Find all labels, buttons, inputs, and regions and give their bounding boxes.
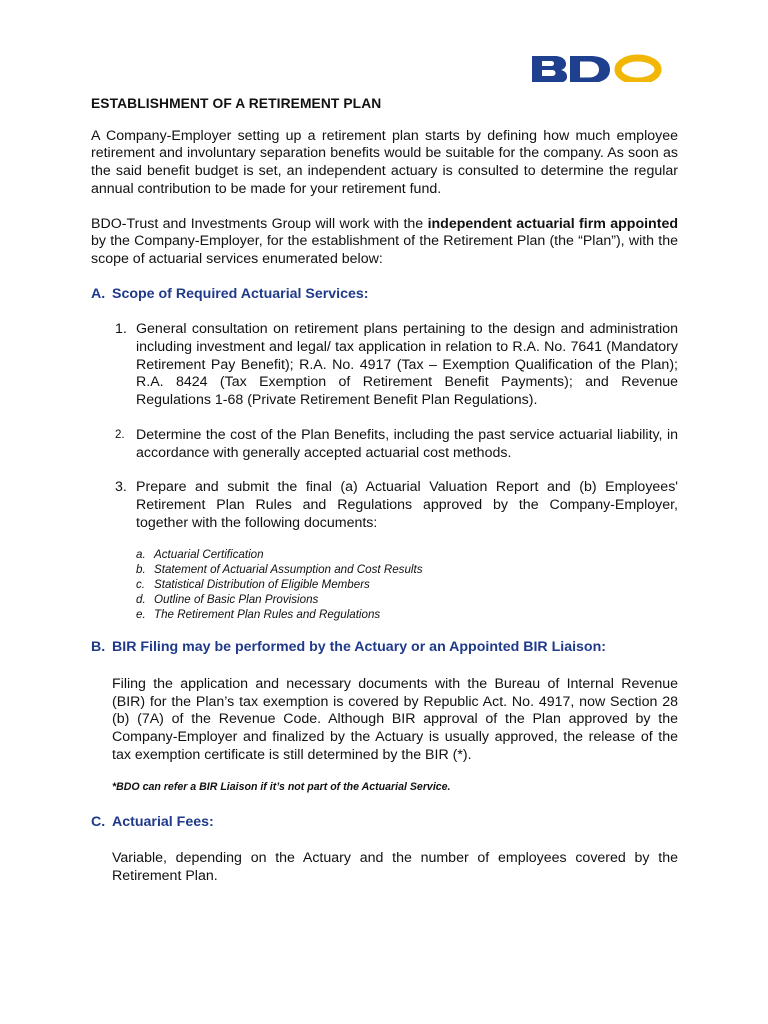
section-a-heading xyxy=(91,286,678,304)
logo-letter-d xyxy=(570,56,610,82)
section-a-title: Scope of Required Actuarial Services: xyxy=(112,285,369,302)
logo-letter-b xyxy=(532,56,567,82)
section-c-title: Actuarial Fees: xyxy=(112,814,214,831)
scope-item-2-text: Determine the cost of the Plan Benefits, including the past service actuarial liability, in accordance with generally accepted actuarial cost methods. xyxy=(136,426,678,461)
intro-paragraph: A Company-Employer setting up a retirement plan starts by defining how much employee retirement and involuntary separation benefits would be suitable for the company. As soon as the said benefit budget is set, an independent actuary is consulted to determine the regular annual contribution to be made for your retirement fund. xyxy=(91,127,678,197)
scope-intro-paragraph xyxy=(91,216,678,269)
actuarial-fees-paragraph: Variable, depending on the Actuary and the number of employees covered by the Retirement Plan. xyxy=(112,850,678,884)
scope-item-1-number: 1. xyxy=(115,321,127,338)
section-c-heading xyxy=(91,814,678,832)
scope-item-3 xyxy=(91,479,678,622)
section-b-title: BIR Filing may be performed by the Actuary or an Appointed BIR Liaison: xyxy=(112,639,606,656)
sub-item: d. Outline of Basic Plan Provisions xyxy=(136,592,319,606)
scope-list xyxy=(91,321,678,622)
scope-item-1 xyxy=(91,321,678,410)
logo-letter-o xyxy=(618,58,658,81)
sub-item: a. Actuarial Certification xyxy=(136,548,264,562)
scope-item-2 xyxy=(91,427,678,462)
scope-intro-bold: independent actuarial firm appointed xyxy=(427,215,678,232)
scope-item-3-text: Prepare and submit the final (a) Actuarial Valuation Report and (b) Employees' Retirement Plan Rules and Regulations approved by the Company-Employer, together with the following documents: xyxy=(136,479,678,531)
document-body xyxy=(91,95,678,900)
bir-liaison-note: *BDO can refer a BIR Liaison if it’s not part of the Actuarial Service. xyxy=(112,780,451,793)
section-a-letter: A. xyxy=(91,285,106,302)
scope-intro-after: by the Company-Employer, for the establishment of the Retirement Plan (the “Plan”), with the scope of actuarial services enumerated below: xyxy=(91,233,678,267)
scope-item-3-number: 3. xyxy=(115,479,127,496)
section-b-heading xyxy=(91,639,678,657)
scope-item-1-text: General consultation on retirement plans pertaining to the design and administration including investment and legal/ tax application in relation to R.A. No. 7641 (Mandatory Retirement Pay Benefit); R.A. No. 4917 (Tax – Exemption Qualification of the Plan); R.A. 8424 (Tax Exemption of Retirement Benefit Payments); and Revenue Regulations 1-68 (Private Retirement Benefit Plan Regulations). xyxy=(136,321,678,409)
scope-item-2-number: 2. xyxy=(115,428,125,441)
page-title: ESTABLISHMENT OF A RETIREMENT PLAN xyxy=(91,96,382,111)
bir-filing-paragraph: Filing the application and necessary documents with the Bureau of Internal Revenue (BIR) for the Plan’s tax exemption is covered by Republic Act. No. 4917, now Section 28 (b) (7A) of the Revenue Code. Although BIR approval of the Plan approved by the Company-Employer and finalized by the Actuary is usually approved, the release of the tax exemption certificate is still determined by the BIR (*). xyxy=(112,676,678,763)
section-c-letter: C. xyxy=(91,814,106,831)
sub-item: b. Statement of Actuarial Assumption and Cost Results xyxy=(136,563,423,577)
sub-item: c. Statistical Distribution of Eligible Members xyxy=(136,577,370,591)
bdo-logo xyxy=(530,52,662,82)
scope-intro-before: BDO-Trust and Investments Group will work with the xyxy=(91,215,428,232)
section-b-letter: B. xyxy=(91,639,106,656)
sub-item: e. The Retirement Plan Rules and Regulations xyxy=(136,607,381,621)
documents-sublist xyxy=(136,548,678,622)
